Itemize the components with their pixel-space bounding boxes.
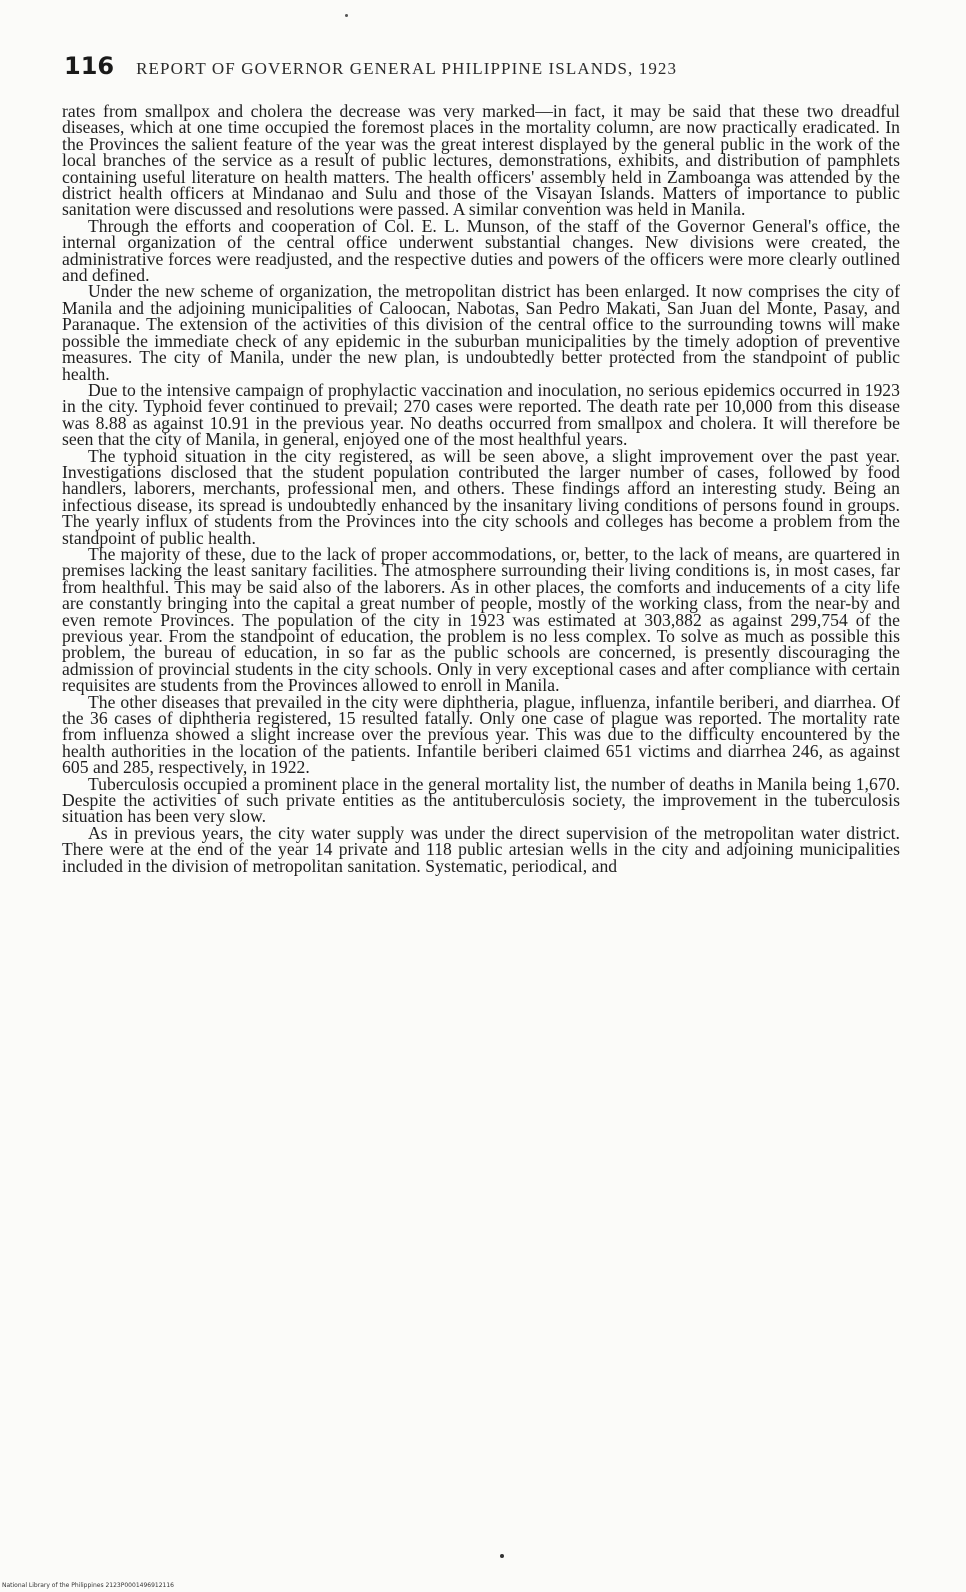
paragraph: The typhoid situation in the city registered, as will be seen above, a slight improvement over the past year. Investigations disclosed that the student population contributed the larger number of cases, followed by food handlers, laborers, merchants, professional men, and others. These findings afford an interesting study. Being an infectious disease, its spread is undoubtedly enhanced by the insanitary living conditions of persons found in groups. The yearly influx of students from the Provinces into the city schools and colleges has become a problem from the standpoint of public health. xyxy=(62,445,900,548)
paragraph: Due to the intensive campaign of prophylactic vaccination and inoculation, no serious epidemics occurred in 1923 in the city. Typhoid fever continued to prevail; 270 cases were reported. The death rate per 10,000 from this disease was 8.88 as against 10.91 in the previous year. No deaths occurred from smallpox and cholera. It will therefore be seen that the city of Manila, in general, enjoyed one of the most healthful years. xyxy=(62,379,900,450)
paragraph: Tuberculosis occupied a prominent place in the general mortality list, the number of deaths in Manila being 1,670. Despite the activities of such private entities as the antituberculosis society, the improvement in the tuberculosis situation has been very slow. xyxy=(62,773,900,827)
scan-speck xyxy=(345,14,348,17)
page-number: 116 xyxy=(64,52,115,80)
paragraph: The other diseases that prevailed in the city were diphtheria, plague, influenza, infantile beriberi, and diarrhea. Of the 36 cases of diphtheria registered, 15 resulted fatally. Only one case of plague was reported. The mortality rate from influenza showed a slight increase over the previous year. This was due to the difficulty encountered by the health authorities in the location of the patients. Infantile beriberi claimed 651 victims and diarrhea 246, as against 605 and 285, respectively, in 1922. xyxy=(62,691,900,778)
paragraph: As in previous years, the city water supply was under the direct supervision of the metropolitan water district. There were at the end of the year 14 private and 118 public artesian wells in the city and adjoining municipalities included in the division of metropolitan sanitation. Systematic, periodical, and xyxy=(62,822,900,876)
body-text xyxy=(62,103,900,874)
paragraph: Through the efforts and cooperation of Col. E. L. Munson, of the staff of the Governor General's office, the internal organization of the central office underwent substantial changes. New divisions were created, the administrative forces were readjusted, and the respective duties and powers of the officers were more clearly outlined and defined. xyxy=(62,215,900,286)
paragraph: Under the new scheme of organization, the metropolitan district has been enlarged. It now comprises the city of Manila and the adjoining municipalities of Caloocan, Nabotas, San Pedro Makati, San Juan del Monte, Pasay, and Paranaque. The extension of the activities of this division of the central office to the surrounding towns will make possible the immediate check of any epidemic in the suburban municipalities by the timely adoption of preventive measures. The city of Manila, under the new plan, is undoubtedly better protected from the standpoint of public health. xyxy=(62,281,900,384)
scan-speck xyxy=(500,1554,504,1558)
running-head: REPORT OF GOVERNOR GENERAL PHILIPPINE ISLANDS, 1923 xyxy=(136,59,678,78)
scan-credit: National Library of the Philippines 2123P0001496912116 xyxy=(2,1582,174,1589)
paragraph: The majority of these, due to the lack of proper accommodations, or, better, to the lack of means, are quartered in premises lacking the least sanitary facilities. The atmosphere surrounding their living conditions is, in most cases, far from healthful. This may be said also of the laborers. As in other places, the comforts and inducements of a city life are constantly bringing into the capital a great number of people, mostly of the working class, from the near-by and even remote Provinces. The population of the city in 1923 was estimated at 303,882 as against 299,754 of the previous year. From the standpoint of education, the problem is no less complex. To solve as much as possible this problem, the bureau of education, in so far as the public schools are concerned, is presently discouraging the admission of provincial students in the city schools. Only in very exceptional cases and after compliance with certain requisites are students from the Provinces allowed to enroll in Manila. xyxy=(62,543,900,696)
paragraph: rates from smallpox and cholera the decrease was very marked—in fact, it may be said that these two dreadful diseases, which at one time occupied the foremost places in the mortality column, are now practically eradicated. In the Provinces the salient feature of the year was the great interest displayed by the general public in the work of the local branches of the service as a result of public lectures, demonstrations, exhibits, and distribution of pamphlets containing useful literature on health matters. The health officers' assembly held in Zamboanga was attended by the district health officers at Mindanao and Sulu and those of the Visayan Islands. Matters of importance to public sanitation were discussed and resolutions were passed. A similar convention was held in Manila. xyxy=(62,101,900,220)
page-header xyxy=(64,52,904,80)
